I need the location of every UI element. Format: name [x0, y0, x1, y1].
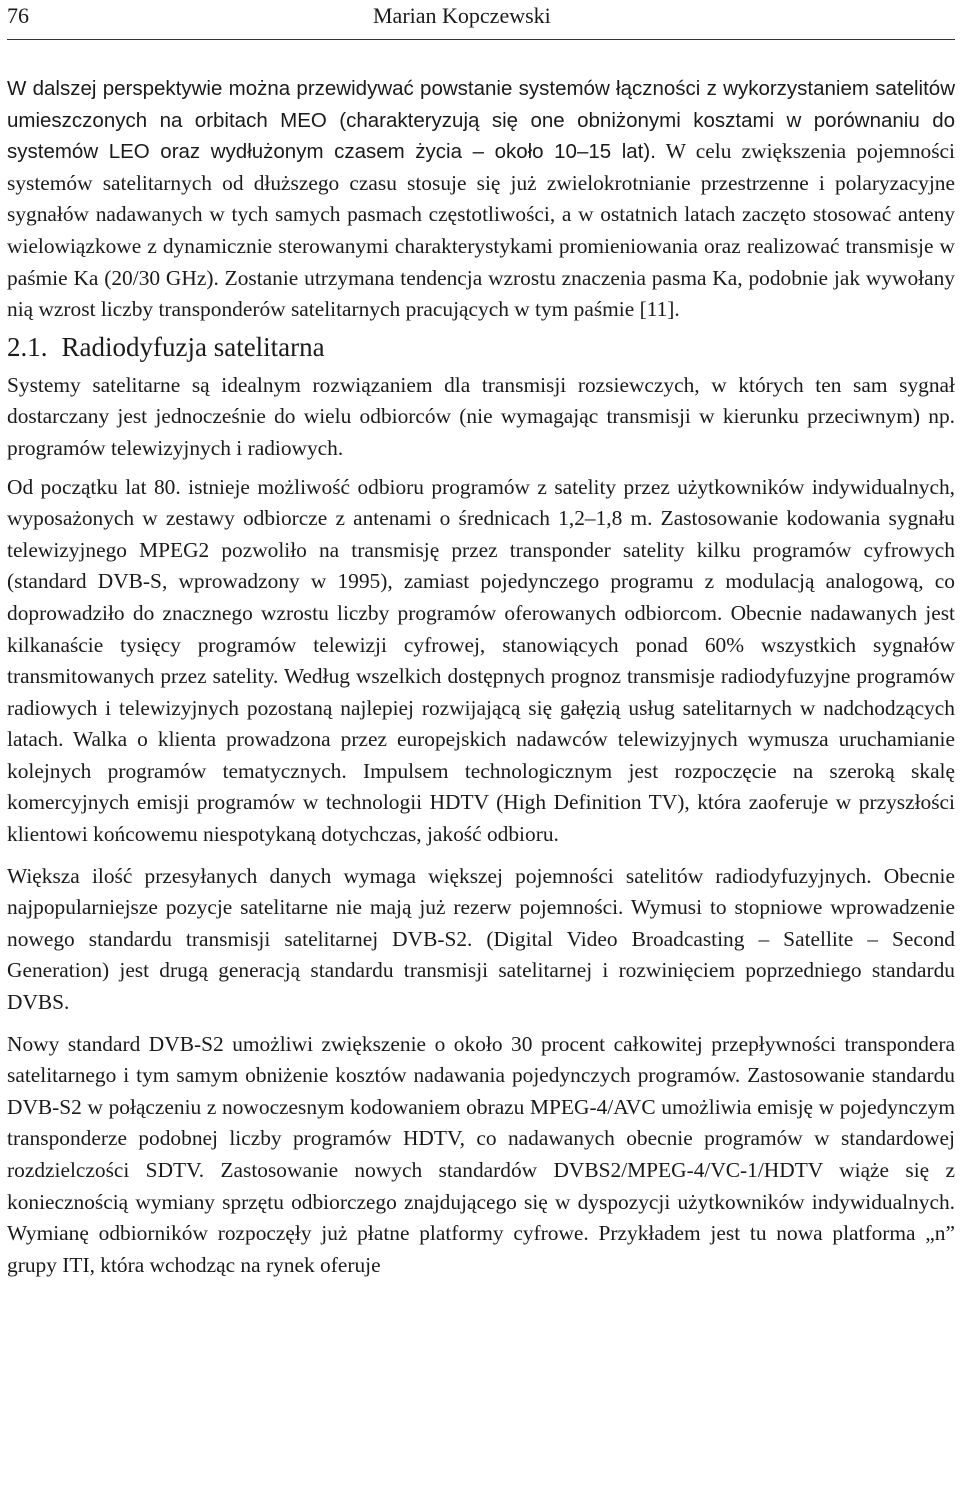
paragraph-1-sans-part: W dalszej perspektywie można przewidywać powstanie systemów łączności z wykorzystaniem satelitów umieszczonych na orbitach MEO (charakteryzują się one obniżonymi kosztami w porównaniu do systemów LEO oraz wydłużonym czasem życia – około 10–15 lat). — [7, 77, 955, 164]
section-number: 2.1. — [7, 331, 48, 362]
paragraph-2: Systemy satelitarne są idealnym rozwiązaniem dla transmisji rozsiewczych, w których ten sam sygnał dostarczany jest jednocześnie do wielu odbiorców (nie wymagając transmisji w kierunku przeciwnym) np. programów telewizyjnych i radiowych. — [7, 372, 955, 460]
paragraph-1 — [7, 73, 955, 326]
section-heading — [7, 330, 955, 364]
paragraph-5: Nowy standard DVB-S2 umożliwi zwiększenie o około 30 procent całkowitej przepływności transpondera satelitarnego i tym samym obniżenie kosztów nadawania pojedynczych programów. Zastosowanie standardu DVB-S2 w połączeniu z nowoczesnym kodowaniem obrazu MPEG-4/AVC umożliwia emisję w pojedynczym transponderze podobnej liczby programów HDTV, co nadawanych obecnie programów w standardowej rozdzielczości SDTV. Zastosowanie nowych standardów DVBS2/MPEG-4/VC-1/HDTV wiąże się z koniecznością wymiany sprzętu odbiorczego znajdującego się w dyspozycji użytkowników indywidualnych. Wymianę odbiorników rozpoczęły już płatne platformy cyfrowe. Przykładem jest tu nowa platforma „n” grupy ITI, która wchodząc na rynek oferuje — [7, 1031, 955, 1277]
paragraph-1-serif-part: W celu zwiększenia pojemności systemów satelitarnych od dłuższego czasu stosuje się już zwielokrotnianie przestrzenne i polaryzacyjne sygnałów nadawanych w tych samych pasmach częstotliwości, a w ostatnich latach zaczęto stosować anteny wielowiązkowe z dynamicznie sterowanymi charakterystykami promieniowania oraz realizować transmisje w paśmie Ka (20/30 GHz). Zostanie utrzymana tendencja wzrostu znaczenia pasma Ka, podobnie jak wywołany nią wzrost liczby transponderów satelitarnych pracujących w tym paśmie [11]. — [7, 139, 955, 322]
running-head-author: Marian Kopczewski — [373, 3, 551, 28]
section-title: Radiodyfuzja satelitarna — [61, 331, 325, 362]
paragraph-4: Większa ilość przesyłanych danych wymaga większej pojemności satelitów radiodyfuzyjnych. Obecnie najpopularniejsze pozycje satelitarne nie mają już rezerw pojemności. Wymusi to stopniowe wprowadzenie nowego standardu transmisji satelitarnej DVB-S2. (Digital Video Broadcasting – Satellite – Second Generation) jest drugą generacją standardu transmisji satelitarnej i rozwinięciem poprzedniego standardu DVBS. — [7, 863, 955, 1015]
running-header — [7, 0, 955, 32]
body-text — [7, 73, 955, 1281]
header-rule — [7, 39, 955, 40]
page-number: 76 — [7, 3, 29, 28]
paragraph-3: Od początku lat 80. istnieje możliwość odbioru programów z satelity przez użytkowników indywidualnych, wyposażonych w zestawy odbiorcze z antenami o średnicach 1,2–1,8 m. Zastosowanie kodowania sygnału telewizyjnego MPEG2 pozwoliło na transmisję przez transponder satelity kilku programów cyfrowych (standard DVB-S, wprowadzony w 1995), zamiast pojedynczego programu z modulacją analogową, co doprowadziło do znacznego wzrostu liczby programów oferowanych odbiorcom. Obecnie nadawanych jest kilkanaście tysięcy programów telewizji cyfrowej, stanowiących ponad 60% wszystkich sygnałów transmitowanych przez satelity. Według wszelkich dostępnych prognoz transmisje radiodyfuzyjne programów radiowych i telewizyjnych pozostaną najlepiej rozwijającą się gałęzią usług satelitarnych w nadchodzących latach. Walka o klienta prowadzona przez europejskich nadawców telewizyjnych wymusza uruchamianie kolejnych programów tematycznych. Impulsem technologicznym jest rozpoczęcie na szeroką skalę komercyjnych emisji programów w technologii HDTV (High Definition TV), która zaoferuje w przyszłości klientowi końcowemu niespotykaną dotychczas, jakość odbioru. — [7, 474, 955, 847]
document-page — [7, 0, 955, 1277]
